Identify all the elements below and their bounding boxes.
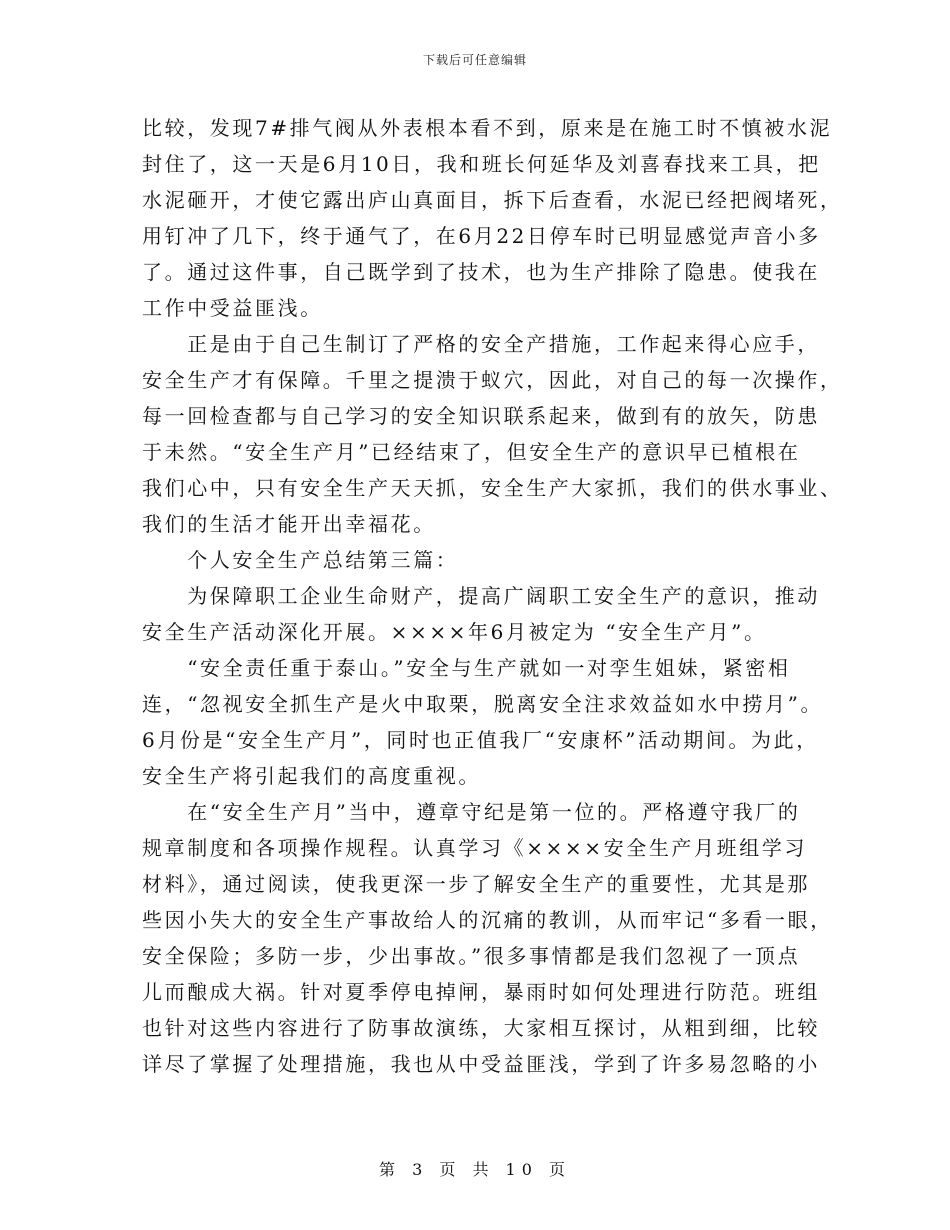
body-line: 工作中受益匪浅。 — [142, 296, 323, 320]
body-line: 详尽了掌握了处理措施，我也从中受益匪浅，学到了许多易忽略的小 — [142, 1052, 820, 1076]
body-line: 正是由于自己生制订了严格的安全产措施，工作起来得心应手， — [142, 332, 820, 356]
body-line: 也针对这些内容进行了防事故演练，大家相互探讨，从粗到细，比较 — [142, 1016, 820, 1040]
body-line: 了。通过这件事，自己既学到了技术，也为生产排除了隐患。使我在 — [142, 260, 820, 284]
body-line: 在“安全生产月”当中，遵章守纪是第一位的。严格遵守我厂的 — [142, 800, 801, 824]
body-line: 些因小失大的安全生产事故给人的沉痛的教训，从而牢记“多看一眼， — [142, 908, 833, 932]
body-line: 安全生产将引起我们的高度重视。 — [142, 764, 481, 788]
body-line: 材料》，通过阅读，使我更深一步了解安全生产的重要性，尤其是那 — [142, 872, 810, 896]
body-line: 儿而酿成大祸。针对夏季停电掉闸，暴雨时如何处理进行防范。班组 — [142, 980, 820, 1004]
body-line: 水泥砸开，才使它露出庐山真面目，拆下后查看，水泥已经把阀堵死， — [142, 188, 843, 212]
body-line: 规章制度和各项操作规程。认真学习《××××安全生产月班组学习 — [142, 836, 808, 860]
body-line: 安全生产才有保障。千里之提溃于蚁穴，因此，对自己的每一次操作， — [142, 368, 843, 392]
body-line: 为保障职工企业生命财产，提高广阔职工安全生产的意识，推动 — [142, 584, 820, 608]
document-body — [0, 104, 950, 1104]
body-line: 封住了，这一天是6月10日，我和班长何延华及刘喜春找来工具，把 — [142, 152, 821, 176]
body-line: 我们的生活才能开出幸福花。 — [142, 512, 436, 536]
body-line: 用钉冲了几下，终于通气了，在6月22日停车时已明显感觉声音小多 — [142, 224, 821, 248]
header-note: 下载后可任意编辑 — [422, 53, 527, 67]
body-line: 我们心中，只有安全生产天天抓，安全生产大家抓，我们的供水事业、 — [142, 476, 843, 500]
body-line: “安全责任重于泰山。”安全与生产就如一对孪生姐妹，紧密相 — [142, 656, 791, 680]
body-line: 6月份是“安全生产月”，同时也正值我厂“安康杯”活动期间。为此， — [142, 728, 819, 752]
body-line: 连，“忽视安全抓生产是火中取栗，脱离安全注求效益如水中捞月”。 — [142, 692, 824, 716]
body-line: 每一回检查都与自己学习的安全知识联系起来，做到有的放矢，防患 — [142, 404, 820, 428]
body-line: 于未然。“安全生产月”已经结束了，但安全生产的意识早已植根在 — [142, 440, 801, 464]
section-heading: 个人安全生产总结第三篇： — [142, 548, 459, 572]
page-number: 第 3 页 共 10 页 — [379, 1160, 571, 1179]
body-line: 比较，发现7#排气阀从外表根本看不到，原来是在施工时不慎被水泥 — [142, 116, 833, 140]
body-line: 安全生产活动深化开展。××××年6月被定为 “安全生产月”。 — [142, 620, 767, 644]
body-line: 安全保险；多防一步，少出事故。”很多事情都是我们忽视了一顶点 — [142, 944, 801, 968]
